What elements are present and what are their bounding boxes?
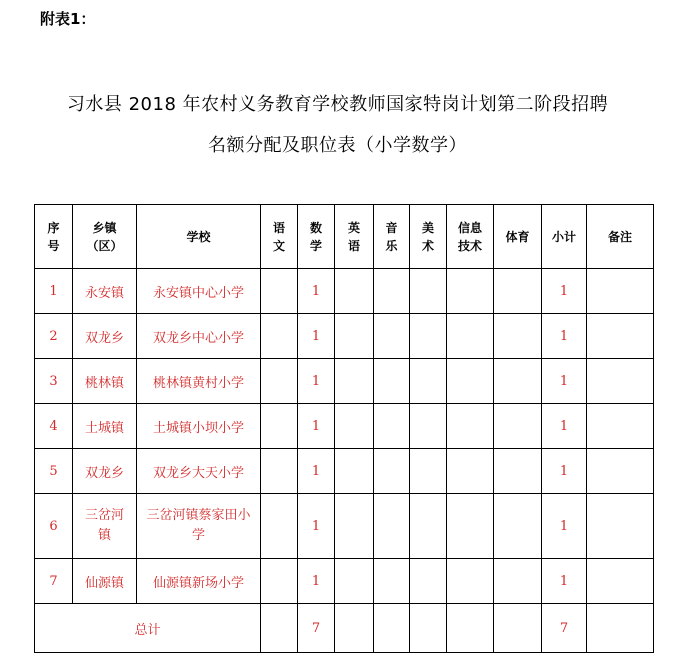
table-row <box>35 404 654 449</box>
cell-math: 1 <box>298 404 335 449</box>
cell-english <box>335 269 374 314</box>
total-it <box>447 604 494 653</box>
cell-math: 1 <box>298 359 335 404</box>
total-music <box>374 604 410 653</box>
cell-music <box>374 494 410 559</box>
cell-it <box>447 449 494 494</box>
cell-town: 仙源镇 <box>73 559 137 604</box>
cell-seq: 6 <box>35 494 73 559</box>
cell-chinese <box>261 269 298 314</box>
header-school: 学校 <box>137 205 261 269</box>
cell-remark <box>587 359 654 404</box>
cell-math: 1 <box>298 494 335 559</box>
cell-chinese <box>261 449 298 494</box>
cell-subtotal: 1 <box>542 404 587 449</box>
cell-art <box>410 494 447 559</box>
cell-music <box>374 559 410 604</box>
cell-english <box>335 404 374 449</box>
cell-school: 三岔河镇蔡家田小学 <box>137 494 261 559</box>
cell-seq: 5 <box>35 449 73 494</box>
cell-music <box>374 449 410 494</box>
cell-chinese <box>261 359 298 404</box>
total-subtotal: 7 <box>542 604 587 653</box>
cell-town: 桃林镇 <box>73 359 137 404</box>
cell-art <box>410 449 447 494</box>
cell-english <box>335 494 374 559</box>
cell-school: 桃林镇黄村小学 <box>137 359 261 404</box>
cell-remark <box>587 559 654 604</box>
cell-chinese <box>261 404 298 449</box>
header-town: 乡镇（区） <box>73 205 137 269</box>
header-music: 音乐 <box>374 205 410 269</box>
table-row <box>35 269 654 314</box>
cell-school: 仙源镇新场小学 <box>137 559 261 604</box>
cell-it <box>447 559 494 604</box>
cell-pe <box>494 404 542 449</box>
header-remark: 备注 <box>587 205 654 269</box>
cell-pe <box>494 359 542 404</box>
table-row <box>35 449 654 494</box>
cell-chinese <box>261 559 298 604</box>
cell-town: 双龙乡 <box>73 449 137 494</box>
header-subtotal: 小计 <box>542 205 587 269</box>
cell-remark <box>587 494 654 559</box>
cell-town: 双龙乡 <box>73 314 137 359</box>
cell-town: 三岔河镇 <box>73 494 137 559</box>
cell-math: 1 <box>298 314 335 359</box>
header-math: 数学 <box>298 205 335 269</box>
cell-chinese <box>261 314 298 359</box>
cell-seq: 7 <box>35 559 73 604</box>
cell-remark <box>587 449 654 494</box>
table-row <box>35 494 654 559</box>
cell-remark <box>587 404 654 449</box>
cell-math: 1 <box>298 269 335 314</box>
total-row <box>35 604 654 653</box>
cell-seq: 1 <box>35 269 73 314</box>
cell-subtotal: 1 <box>542 269 587 314</box>
annex-label: 附表1： <box>40 10 96 28</box>
cell-music <box>374 359 410 404</box>
header-pe: 体育 <box>494 205 542 269</box>
cell-remark <box>587 269 654 314</box>
cell-town: 土城镇 <box>73 404 137 449</box>
cell-remark <box>587 314 654 359</box>
header-chinese: 语文 <box>261 205 298 269</box>
cell-art <box>410 559 447 604</box>
cell-school: 双龙乡中心小学 <box>137 314 261 359</box>
cell-pe <box>494 494 542 559</box>
cell-math: 1 <box>298 559 335 604</box>
header-english: 英语 <box>335 205 374 269</box>
quota-table <box>34 204 654 653</box>
cell-math: 1 <box>298 449 335 494</box>
cell-subtotal: 1 <box>542 314 587 359</box>
total-pe <box>494 604 542 653</box>
total-remark <box>587 604 654 653</box>
cell-art <box>410 269 447 314</box>
cell-art <box>410 404 447 449</box>
cell-art <box>410 359 447 404</box>
cell-english <box>335 449 374 494</box>
cell-subtotal: 1 <box>542 559 587 604</box>
cell-school: 土城镇小坝小学 <box>137 404 261 449</box>
total-label: 总计 <box>35 604 261 653</box>
total-english <box>335 604 374 653</box>
total-chinese <box>261 604 298 653</box>
cell-school: 永安镇中心小学 <box>137 269 261 314</box>
cell-chinese <box>261 494 298 559</box>
table-header-row <box>35 205 654 269</box>
total-art <box>410 604 447 653</box>
header-it: 信息技术 <box>447 205 494 269</box>
table-row <box>35 559 654 604</box>
cell-music <box>374 269 410 314</box>
cell-seq: 3 <box>35 359 73 404</box>
table-row <box>35 359 654 404</box>
cell-english <box>335 314 374 359</box>
cell-it <box>447 494 494 559</box>
cell-pe <box>494 559 542 604</box>
cell-it <box>447 404 494 449</box>
cell-art <box>410 314 447 359</box>
cell-seq: 2 <box>35 314 73 359</box>
cell-subtotal: 1 <box>542 494 587 559</box>
cell-music <box>374 314 410 359</box>
cell-music <box>374 404 410 449</box>
cell-subtotal: 1 <box>542 449 587 494</box>
cell-pe <box>494 449 542 494</box>
table-row <box>35 314 654 359</box>
total-math: 7 <box>298 604 335 653</box>
cell-it <box>447 269 494 314</box>
document-title-line-1: 习水县 2018 年农村义务教育学校教师国家特岗计划第二阶段招聘 <box>66 94 609 115</box>
document-title-line-2: 名额分配及职位表（小学数学） <box>208 135 467 156</box>
header-seq: 序号 <box>35 205 73 269</box>
cell-pe <box>494 314 542 359</box>
cell-seq: 4 <box>35 404 73 449</box>
header-art: 美术 <box>410 205 447 269</box>
cell-it <box>447 359 494 404</box>
cell-school: 双龙乡大天小学 <box>137 449 261 494</box>
cell-english <box>335 359 374 404</box>
cell-subtotal: 1 <box>542 359 587 404</box>
cell-english <box>335 559 374 604</box>
cell-it <box>447 314 494 359</box>
cell-town: 永安镇 <box>73 269 137 314</box>
cell-pe <box>494 269 542 314</box>
